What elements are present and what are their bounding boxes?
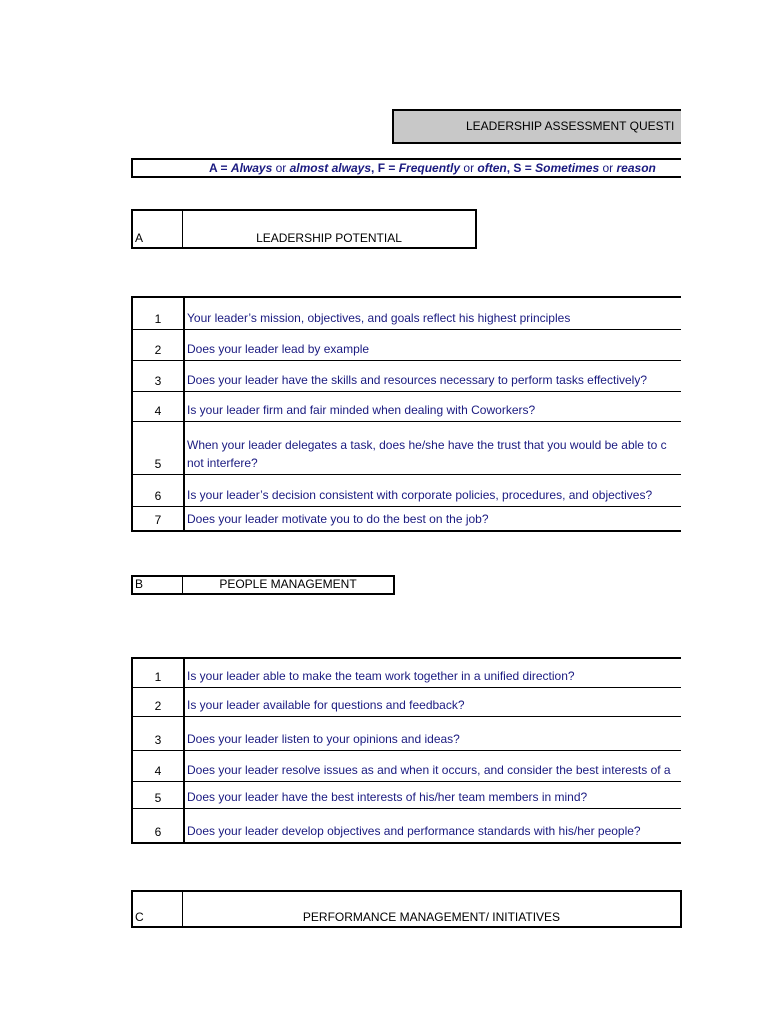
legend-or-2: or [463,161,475,175]
section-a-letter: A [135,231,144,245]
question-text: Is your leader firm and fair minded when dealing with Coworkers? [187,403,536,417]
table-row [133,475,681,507]
section-b-header [131,575,395,595]
question-number: 4 [154,764,162,778]
legend-s-word: Sometimes [535,161,600,175]
table-row [133,809,681,842]
question-text: When your leader delegates a task, does he/she have the trust that you would be able to c [187,438,667,452]
section-b-question-table [131,657,681,844]
question-text: Your leader’s mission, objectives, and goals reflect his highest principles [187,311,571,325]
question-text: Does your leader develop objectives and performance standards with his/her people? [187,824,641,838]
question-number: 3 [154,374,162,388]
column-divider [183,475,185,506]
question-number: 2 [154,343,162,357]
table-row [133,507,681,530]
column-divider [183,688,185,716]
legend-a-alt: almost always [289,161,371,175]
legend-s-key: S = [513,161,532,175]
column-divider [183,507,185,530]
table-row [133,688,681,717]
legend-or-3: or [602,161,614,175]
legend-or-1: or [275,161,287,175]
legend-f-word: Frequently [398,161,461,175]
question-number: 1 [154,312,162,326]
section-b-title: PEOPLE MANAGEMENT [219,577,357,591]
table-row [133,298,681,330]
question-number: 4 [154,404,162,418]
column-divider [183,717,185,750]
question-number: 1 [154,670,162,684]
question-text: Is your leader able to make the team work together in a unified direction? [187,669,575,683]
section-a-question-table [131,296,681,532]
question-text: Does your leader motivate you to do the best on the job? [187,512,489,526]
table-row [133,422,681,475]
column-divider [183,751,185,781]
question-number: 7 [154,513,162,527]
question-text: Does your leader have the best interests of his/her team members in mind? [187,790,588,804]
table-row [133,717,681,751]
column-divider [183,422,185,474]
table-row [133,361,681,392]
legend-f-alt: often [477,161,507,175]
question-text: Is your leader available for questions and feedback? [187,698,465,712]
table-row [133,330,681,361]
question-number: 6 [154,825,162,839]
legend-f-key: F = [377,161,396,175]
section-c-letter: C [135,910,144,924]
legend-a-word: Always [230,161,273,175]
question-text: Does your leader listen to your opinions and ideas? [187,732,460,746]
legend-sep-1: , [371,161,375,175]
column-divider [183,298,185,329]
column-divider [183,330,185,360]
column-divider [183,782,185,808]
question-number: 5 [154,457,162,471]
section-a-title: LEADERSHIP POTENTIAL [256,231,402,245]
question-text-continued: not interfere? [187,456,258,470]
question-text: Is your leader’s decision consistent with corporate policies, procedures, and objectives? [187,488,653,502]
legend-s-alt: reason [616,161,656,175]
question-text: Does your leader lead by example [187,342,370,356]
table-row [133,659,681,688]
section-a-header [131,209,477,249]
section-c-title: PERFORMANCE MANAGEMENT/ INITIATIVES [302,910,561,924]
page-title [392,109,681,144]
column-divider [183,809,185,842]
question-number: 2 [154,699,162,713]
section-b-letter: B [135,577,144,591]
legend-sep-2: , [506,161,511,175]
page-title-text: LEADERSHIP ASSESSMENT QUESTI [466,119,675,133]
column-divider [183,659,185,687]
column-divider [183,392,185,421]
table-row [133,782,681,809]
question-text: Does your leader resolve issues as and when it occurs, and consider the best interests of a [187,763,671,777]
table-row [133,392,681,422]
question-text: Does your leader have the skills and resources necessary to perform tasks effectively? [187,373,647,387]
question-number: 3 [154,733,162,747]
table-row [133,751,681,782]
legend-a-key: A = [209,161,228,175]
column-divider [183,361,185,391]
question-number: 5 [154,791,162,805]
rating-legend [131,158,681,178]
section-c-header [131,890,682,928]
question-number: 6 [154,489,162,503]
